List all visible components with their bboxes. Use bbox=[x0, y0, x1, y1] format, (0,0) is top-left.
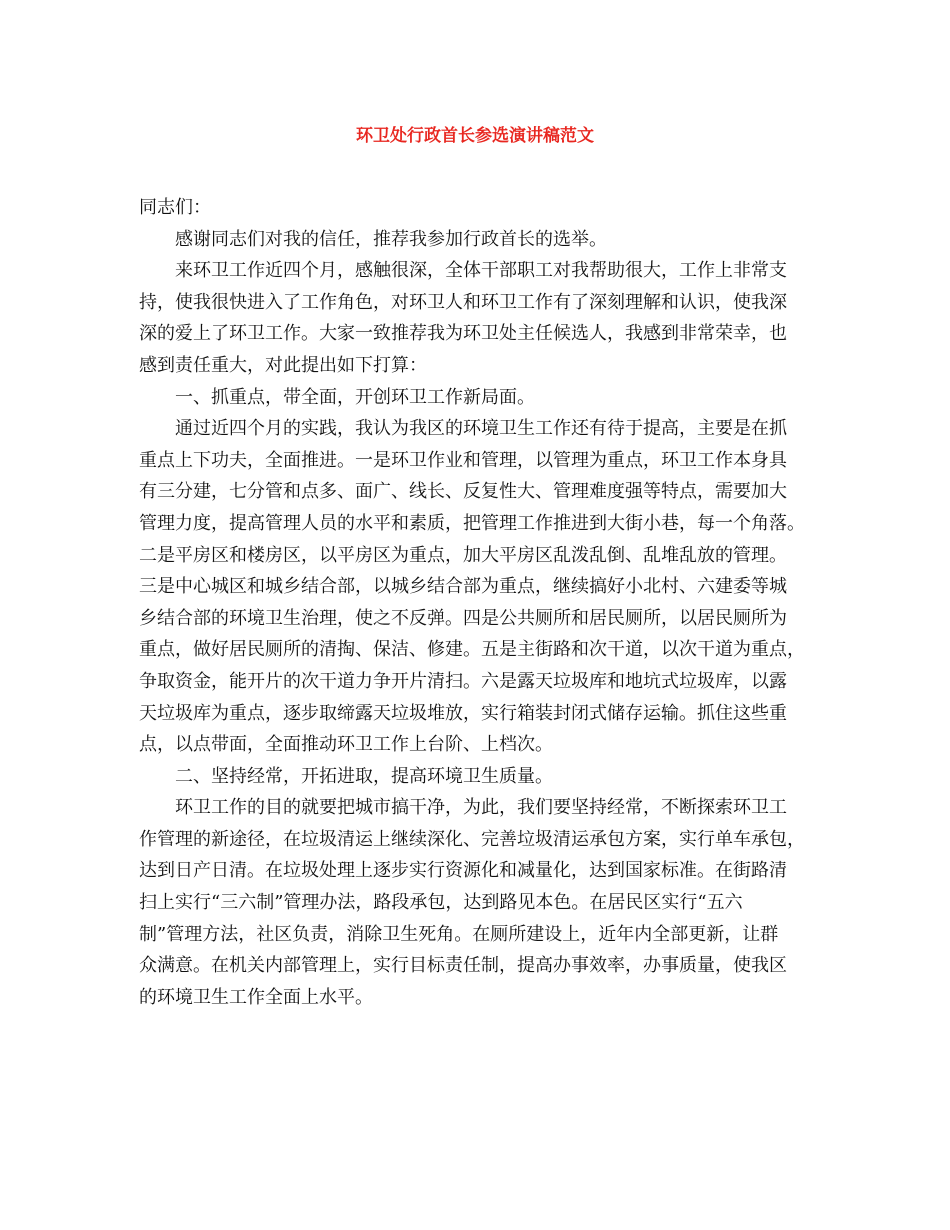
paragraph-line: 制”管理方法，社区负责，消除卫生死角。在厕所建设上，近年内全部更新，让群 bbox=[139, 923, 779, 945]
paragraph-line: 众满意。在机关内部管理上，实行目标责任制，提高办事效率，办事质量，使我区 bbox=[139, 955, 787, 977]
paragraph-line: 感到责任重大，对此提出如下打算： bbox=[139, 354, 427, 376]
paragraph-line: 管理力度，提高管理人员的水平和素质，把管理工作推进到大街小巷，每一个角落。 bbox=[139, 512, 805, 534]
paragraph-line: 有三分建，七分管和点多、面广、线长、反复性大、管理难度强等特点，需要加大 bbox=[139, 481, 787, 503]
paragraph-line: 重点上下功夫，全面推进。一是环卫作业和管理，以管理为重点，环卫工作本身具 bbox=[139, 449, 787, 471]
paragraph-line: 扫上实行“三六制”管理办法，路段承包，达到路见本色。在居民区实行“五六 bbox=[139, 892, 743, 914]
paragraph-line: 重点，做好居民厕所的清掏、保洁、修建。五是主街路和次干道，以次干道为重点， bbox=[139, 639, 805, 661]
paragraph-line: 争取资金，能开片的次干道力争开片清扫。六是露天垃圾库和地坑式垃圾库，以露 bbox=[139, 670, 787, 692]
document-body bbox=[139, 192, 829, 1013]
paragraph-line: 的环境卫生工作全面上水平。 bbox=[139, 986, 373, 1008]
paragraph-line: 乡结合部的环境卫生治理，使之不反弹。四是公共厕所和居民厕所，以居民厕所为 bbox=[139, 607, 787, 629]
paragraph-line: 二是平房区和楼房区，以平房区为重点，加大平房区乱泼乱倒、乱堆乱放的管理。 bbox=[139, 544, 787, 566]
paragraph-line: 通过近四个月的实践，我认为我区的环境卫生工作还有待于提高，主要是在抓 bbox=[175, 418, 787, 440]
paragraph-line: 深的爱上了环卫工作。大家一致推荐我为环卫处主任候选人，我感到非常荣幸，也 bbox=[139, 323, 787, 345]
paragraph-line: 三是中心城区和城乡结合部，以城乡结合部为重点，继续搞好小北村、六建委等城 bbox=[139, 576, 787, 598]
paragraph-line: 感谢同志们对我的信任，推荐我参加行政首长的选举。 bbox=[175, 228, 607, 250]
paragraph-line: 达到日产日清。在垃圾处理上逐步实行资源化和减量化，达到国家标准。在街路清 bbox=[139, 860, 787, 882]
paragraph-line: 同志们： bbox=[139, 197, 211, 218]
paragraph-line: 持，使我很快进入了工作角色，对环卫人和环卫工作有了深刻理解和认识，使我深 bbox=[139, 291, 787, 313]
paragraph-line: 二、坚持经常，开拓进取，提高环境卫生质量。 bbox=[175, 765, 553, 787]
paragraph-line: 来环卫工作近四个月，感触很深，全体干部职工对我帮助很大，工作上非常支 bbox=[175, 260, 787, 282]
paragraph-line: 作管理的新途径，在垃圾清运上继续深化、完善垃圾清运承包方案，实行单车承包， bbox=[139, 828, 805, 850]
paragraph-line: 天垃圾库为重点，逐步取缔露天垃圾堆放，实行箱装封闭式储存运输。抓住这些重 bbox=[139, 702, 787, 724]
document-title: 环卫处行政首长参选演讲稿范文 bbox=[356, 126, 594, 146]
paragraph-line: 一、抓重点，带全面，开创环卫工作新局面。 bbox=[175, 386, 535, 408]
paragraph-line: 点，以点带面，全面推动环卫工作上台阶、上档次。 bbox=[139, 734, 553, 756]
paragraph-line: 环卫工作的目的就要把城市搞干净，为此，我们要坚持经常，不断探索环卫工 bbox=[175, 797, 787, 819]
